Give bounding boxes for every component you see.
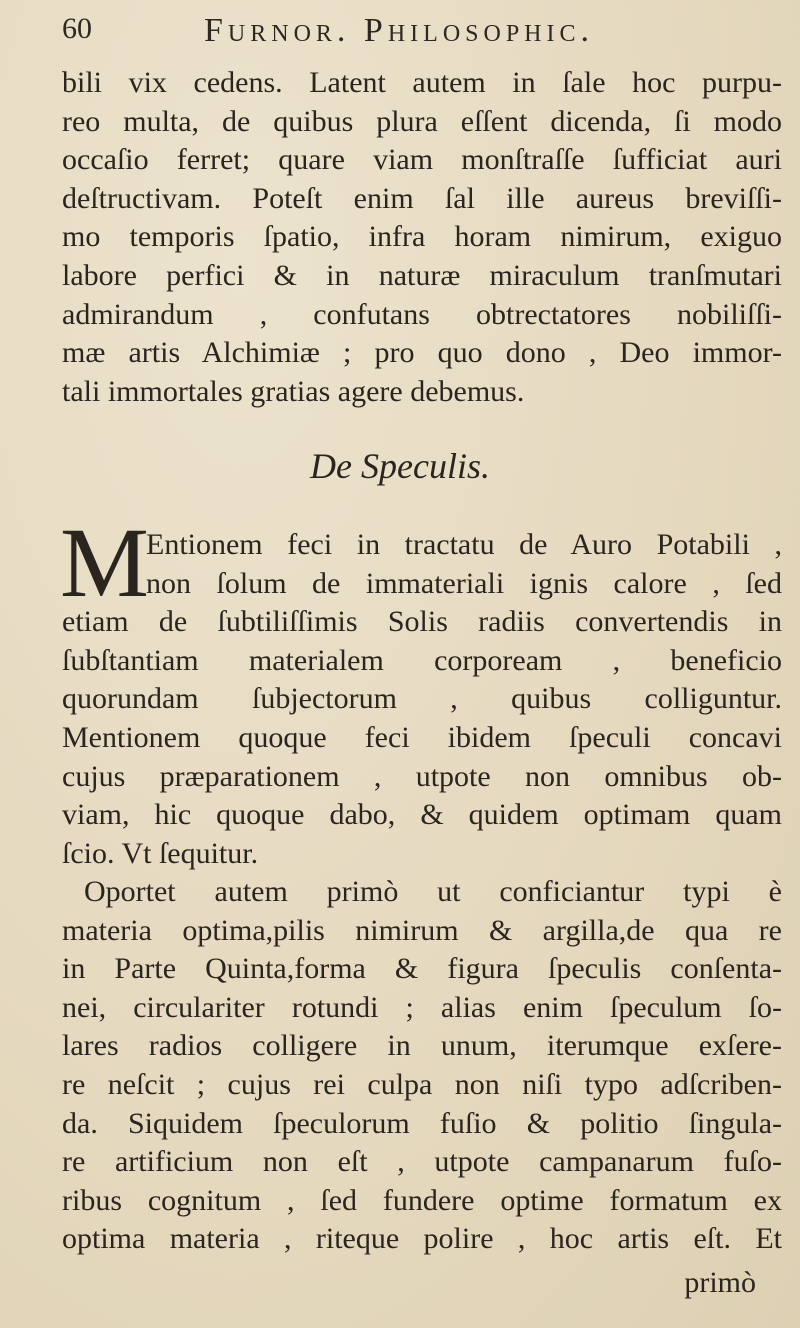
text-line: ſubſtantiam materialem corpoream , beneficio — [62, 643, 782, 677]
text-line: materia optima,pilis nimirum & argilla,de qua re — [62, 913, 782, 947]
page-number: 60 — [62, 12, 92, 45]
text-line: ſcio. Vt ſequitur. — [62, 836, 259, 870]
text-line: lares radios colligere in unum, iterumque exſere- — [62, 1029, 782, 1063]
text-line: cujus præparationem , utpote non omnibus ob- — [62, 759, 782, 793]
text-line: optima materia , riteque polire , hoc artis eſt. Et — [62, 1222, 782, 1256]
text-line: non ſolum de immateriali ignis calore , ſed — [146, 566, 782, 600]
text-line: da. Siquidem ſpeculorum fuſio & politio ſingula- — [62, 1106, 782, 1140]
text-line: mo temporis ſpatio, infra horam nimirum, exiguo — [62, 220, 782, 254]
text-line: etiam de ſubtiliſſimis Solis radiis convertendis in — [62, 605, 782, 639]
text-line: Mentionem quoque feci ibidem ſpeculi concavi — [62, 720, 782, 754]
text-line: viam, hic quoque dabo, & quidem optimam quam — [62, 798, 782, 832]
text-line: in Parte Quinta,forma & figura ſpeculis conſenta- — [62, 952, 782, 986]
text-line: quorundam ſubjectorum , quibus colliguntur. — [62, 682, 782, 716]
text-line: re artificium non eſt , utpote campanarum fuſo- — [62, 1145, 782, 1179]
text-line: nei, circulariter rotundi ; alias enim ſpeculum ſo- — [62, 990, 782, 1024]
page-header — [62, 12, 782, 56]
paragraph-3 — [62, 873, 782, 1259]
paragraph-1 — [62, 64, 782, 411]
paragraph-2 — [62, 526, 782, 873]
running-title: Furnor. Philosophic. — [204, 12, 595, 49]
text-line: Oportet autem primò ut conficiantur typi è — [84, 875, 782, 908]
text-line: occaſio ferret; quare viam monſtraſſe ſufficiat auri — [62, 143, 782, 177]
text-line: Entionem feci in tractatu de Auro Potabili , — [146, 528, 782, 561]
drop-capital: M — [60, 507, 149, 618]
text-line: labore perfici & in naturæ miraculum tranſmutari — [62, 258, 782, 292]
text-line: ribus cognitum , ſed fundere optime formatum ex — [62, 1183, 782, 1217]
text-line: re neſcit ; cujus rei culpa non niſi typo adſcriben- — [62, 1067, 782, 1101]
text-line: reo multa, de quibus plura eſſent dicenda, ſi modo — [62, 104, 782, 138]
text-line: deſtructivam. Poteſt enim ſal ille aureus breviſſi- — [62, 181, 782, 215]
text-line: admirandum , confutans obtrectatores nobiliſſi- — [62, 297, 782, 331]
text-line: tali immortales gratias agere debemus. — [62, 374, 525, 408]
section-title: De Speculis. — [310, 446, 490, 486]
text-line: mæ artis Alchimiæ ; pro quo dono , Deo immor- — [62, 336, 782, 370]
text-line: bili vix cedens. Latent autem in ſale hoc purpu- — [62, 66, 782, 99]
catchword: primò — [684, 1266, 756, 1299]
